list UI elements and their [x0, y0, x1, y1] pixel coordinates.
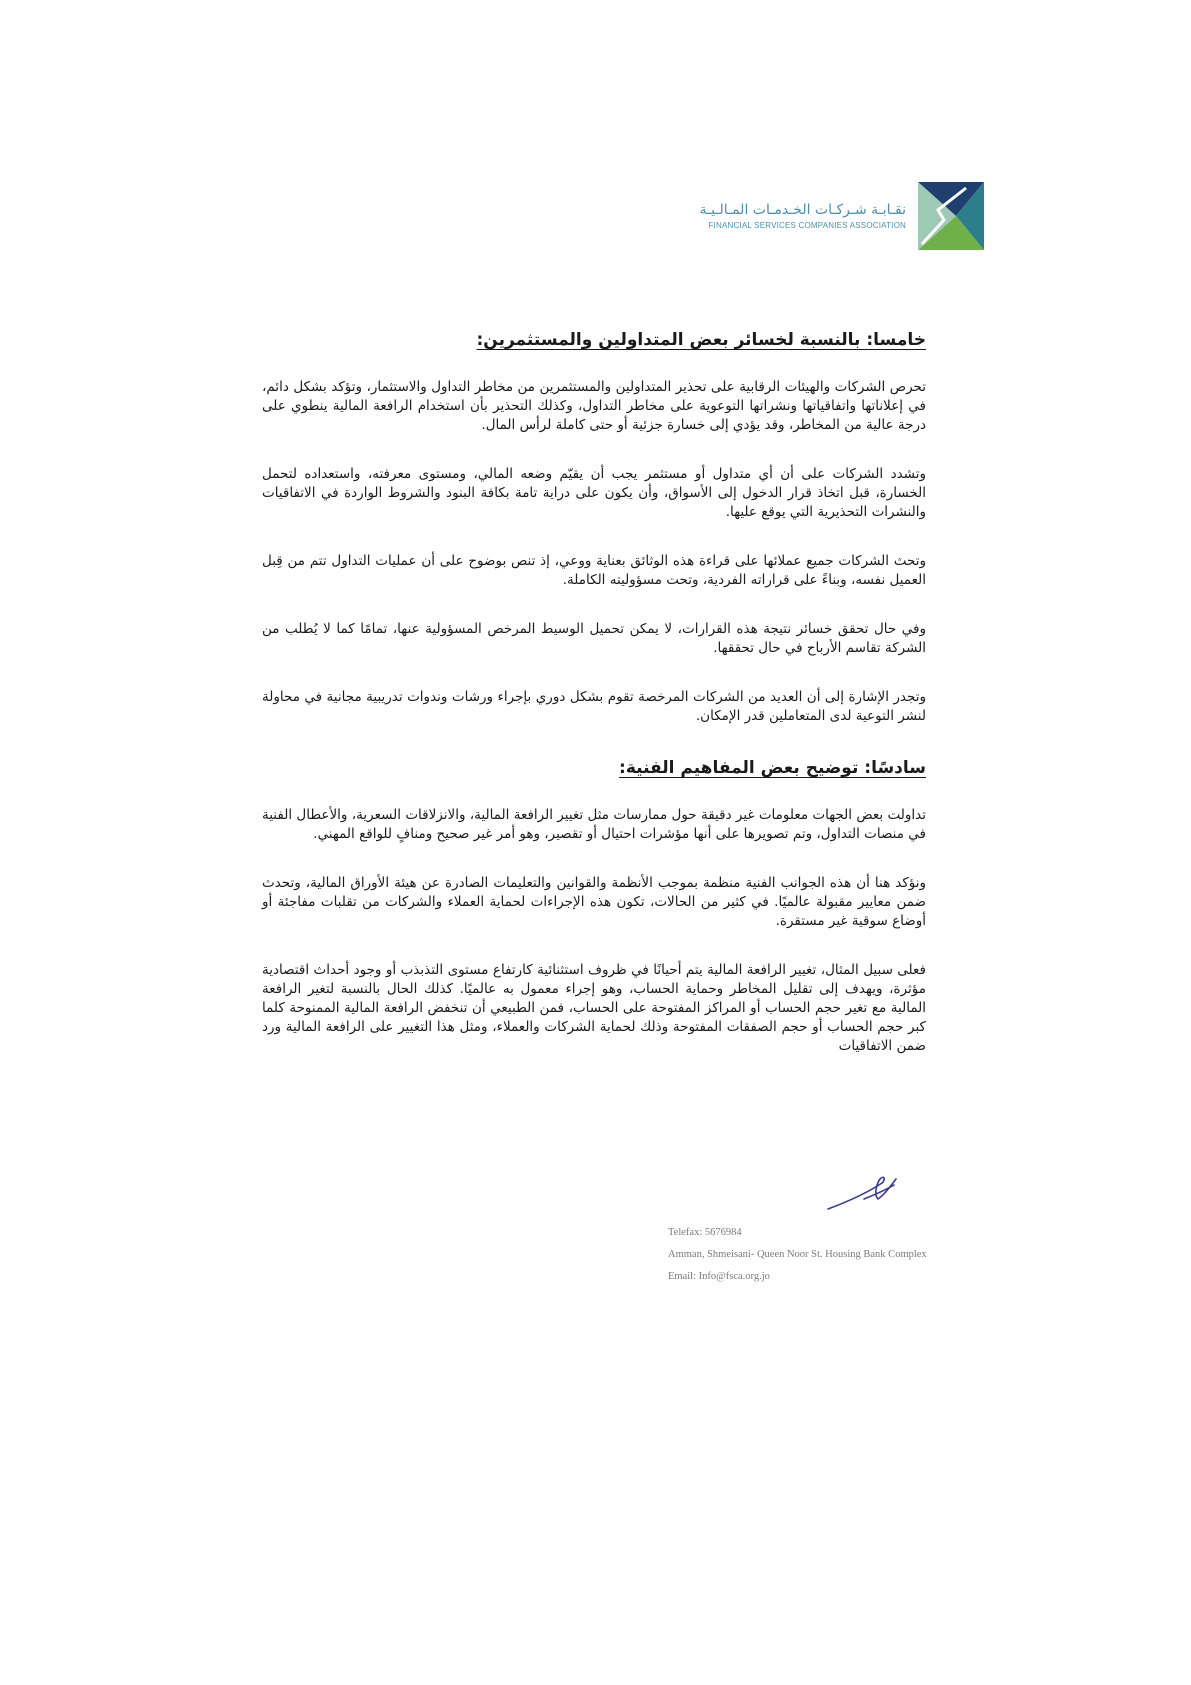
org-name-arabic: نقـابـة شـركـات الخـدمـات المـالـيـة [699, 202, 906, 218]
letter-body [262, 328, 926, 1086]
signature-icon [824, 1165, 904, 1215]
section-5-paragraph: وتجدر الإشارة إلى أن العديد من الشركات المرخصة تقوم بشكل دوري بإجراء ورشات وندوات تدريبية مجانية في محاولة لنشر التوعية لدى المتعاملين قدر الإمكان. [262, 689, 926, 724]
section-6-paragraph: فعلى سبيل المثال، تغيير الرافعة المالية يتم أحيانًا في ظروف استثنائية كارتفاع مستوى التذبذب أو وجود أحداث اقتصادية مؤثرة، ويهدف إلى تقليل المخاطر وحماية الحساب، وهو إجراء معمول به عالميًا. كذلك الحال بالنسبة لتغير الرافعة المالية مع تغير حجم الحساب أو المراكز المفتوحة على الحساب، فمن الطبيعي أن تنخفض الرافعة المالية الممنوحة كلما كبر حجم الحساب أو حجم الصفقات المفتوحة وذلك لحماية الشركات والعملاء، ومثل هذا التغيير على الرافعة المالية ورد ضمن الاتفاقيات [262, 962, 926, 1054]
association-logo-icon [916, 180, 986, 252]
section-5-paragraph: وتحث الشركات جميع عملائها على قراءة هذه الوثائق بعناية ووعي، إذ تنص بوضوح على أن عمليات التداول تتم من قِبل العميل نفسه، وبناءً على قراراته الفردية، وتحت مسؤوليته الكاملة. [262, 553, 926, 588]
section-6-paragraph: تداولت بعض الجهات معلومات غير دقيقة حول ممارسات مثل تغيير الرافعة المالية، والانزلاقات السعرية، والأعطال الفنية في منصات التداول، وتم تصويرها على أنها مؤشرات احتيال أو تقصير، وهو أمر غير صحيح ومنافٍ للواقع المهني. [262, 807, 926, 842]
section-5-paragraph: وتشدد الشركات على أن أي متداول أو مستثمر يجب أن يقيّم وضعه المالي، ومستوى معرفته، واستعداده لتحمل الخسارة، قبل اتخاذ قرار الدخول إلى الأسواق، وأن يكون على دراية تامة بكافة البنود والشروط الواردة في الاتفاقيات والنشرات التحذيرية التي يوقع عليها. [262, 466, 926, 520]
section-5-paragraph: وفي حال تحقق خسائر نتيجة هذه القرارات، لا يمكن تحميل الوسيط المرخص المسؤولية عنها، تمامًا كما لا يُطلب من الشركة تقاسم الأرباح في حال تحققها. [262, 621, 926, 656]
address: Amman, Shmeisani- Queen Noor St. Housing Bank Complex [668, 1249, 927, 1260]
section-5-paragraph: تحرص الشركات والهيئات الرقابية على تحذير المتداولين والمستثمرين من مخاطر التداول والاستثمار، وتؤكد بشكل دائم، في إعلاناتها واتفاقياتها ونشراتها التوعوية على مخاطر التداول، وكذلك التحذير بأن استخدام الرافعة المالية ينطوي على درجة عالية من المخاطر، وقد يؤدي إلى خسارة جزئية أو حتى كاملة لرأس المال. [262, 379, 926, 433]
section-5-heading: خامسا: بالنسبة لخسائر بعض المتداولين والمستثمرين: [476, 330, 926, 350]
contact-footer [668, 1222, 988, 1288]
org-name [700, 202, 906, 232]
section-6-paragraph: ونؤكد هنا أن هذه الجوانب الفنية منظمة بموجب الأنظمة والقوانين والتعليمات الصادرة عن هيئة الأوراق المالية، وتحدث ضمن معايير مقبولة عالميًا. في كثير من الحالات، تكون هذه الإجراءات لحماية العملاء والشركات من تقلبات مفاجئة أو أوضاع سوقية غير مستقرة. [262, 875, 926, 929]
telefax: Telefax: 5676984 [668, 1227, 742, 1238]
letterhead [686, 180, 986, 260]
org-name-english: FINANCIAL SERVICES COMPANIES ASSOCIATION [708, 221, 906, 230]
section-6-heading: سادسًا: توضيح بعض المفاهيم الفنية: [619, 758, 926, 778]
email: Email: Info@fsca.org.jo [668, 1271, 770, 1282]
